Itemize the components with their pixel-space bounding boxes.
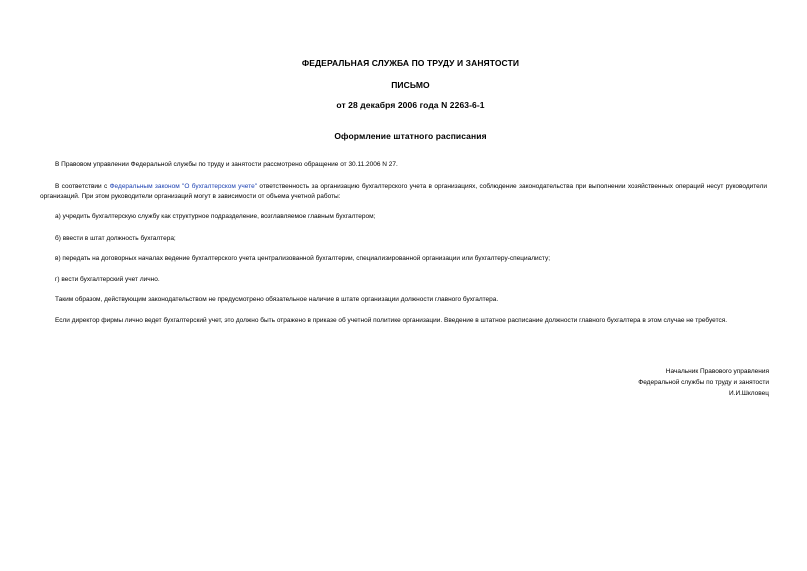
federal-law-link[interactable]: Федеральным законом "О бухгалтерском учете" xyxy=(109,183,258,190)
signature-position: Начальник Правового управления xyxy=(665,368,769,375)
paragraph-law-reference-text-before: В соответствии с xyxy=(55,183,110,190)
document-date-number: от 28 декабря 2006 года N 2263-6-1 xyxy=(336,100,485,110)
paragraph-director-note: Если директор фирмы лично ведет бухгалтерский учет, это должно быть отражено в приказе об учетной политике организации. Введение в штатное расписание должности главного бухгалтера в этом случае не требуется. xyxy=(55,317,728,324)
document-type: ПИСЬМО xyxy=(391,80,430,90)
paragraph-law-reference xyxy=(40,182,767,202)
list-item-c: в) передать на договорных началах ведение бухгалтерского учета централизованной бухгалтерии, специализированной организации или бухгалтеру-специалисту; xyxy=(55,255,551,262)
paragraph-law-reference-text-after: ответственность за организацию бухгалтерского учета в организациях, соблюдение законодательства при выполнении хозяйственных операций несут руководители организаций. При этом руководители организаций могут в зависимости от объема учетной работы: xyxy=(40,183,768,200)
document-title: Оформление штатного расписания xyxy=(334,131,487,141)
paragraph-conclusion: Таким образом, действующим законодательством не предусмотрено обязательное наличие в штате организации должности главного бухгалтера. xyxy=(55,296,499,303)
list-item-a: а) учредить бухгалтерскую службу как структурное подразделение, возглавляемое главным бухгалтером; xyxy=(55,213,376,220)
signature-name: И.И.Шкловец xyxy=(728,390,769,397)
signature-organization: Федеральной службы по труду и занятости xyxy=(638,379,769,386)
list-item-d: г) вести бухгалтерский учет лично. xyxy=(55,276,160,283)
paragraph-intro: В Правовом управлении Федеральной службы по труду и занятости рассмотрено обращение от 30.11.2006 N 27. xyxy=(55,161,398,168)
list-item-b: б) ввести в штат должность бухгалтера; xyxy=(55,235,176,242)
agency-name: ФЕДЕРАЛЬНАЯ СЛУЖБА ПО ТРУДУ И ЗАНЯТОСТИ xyxy=(301,58,520,68)
